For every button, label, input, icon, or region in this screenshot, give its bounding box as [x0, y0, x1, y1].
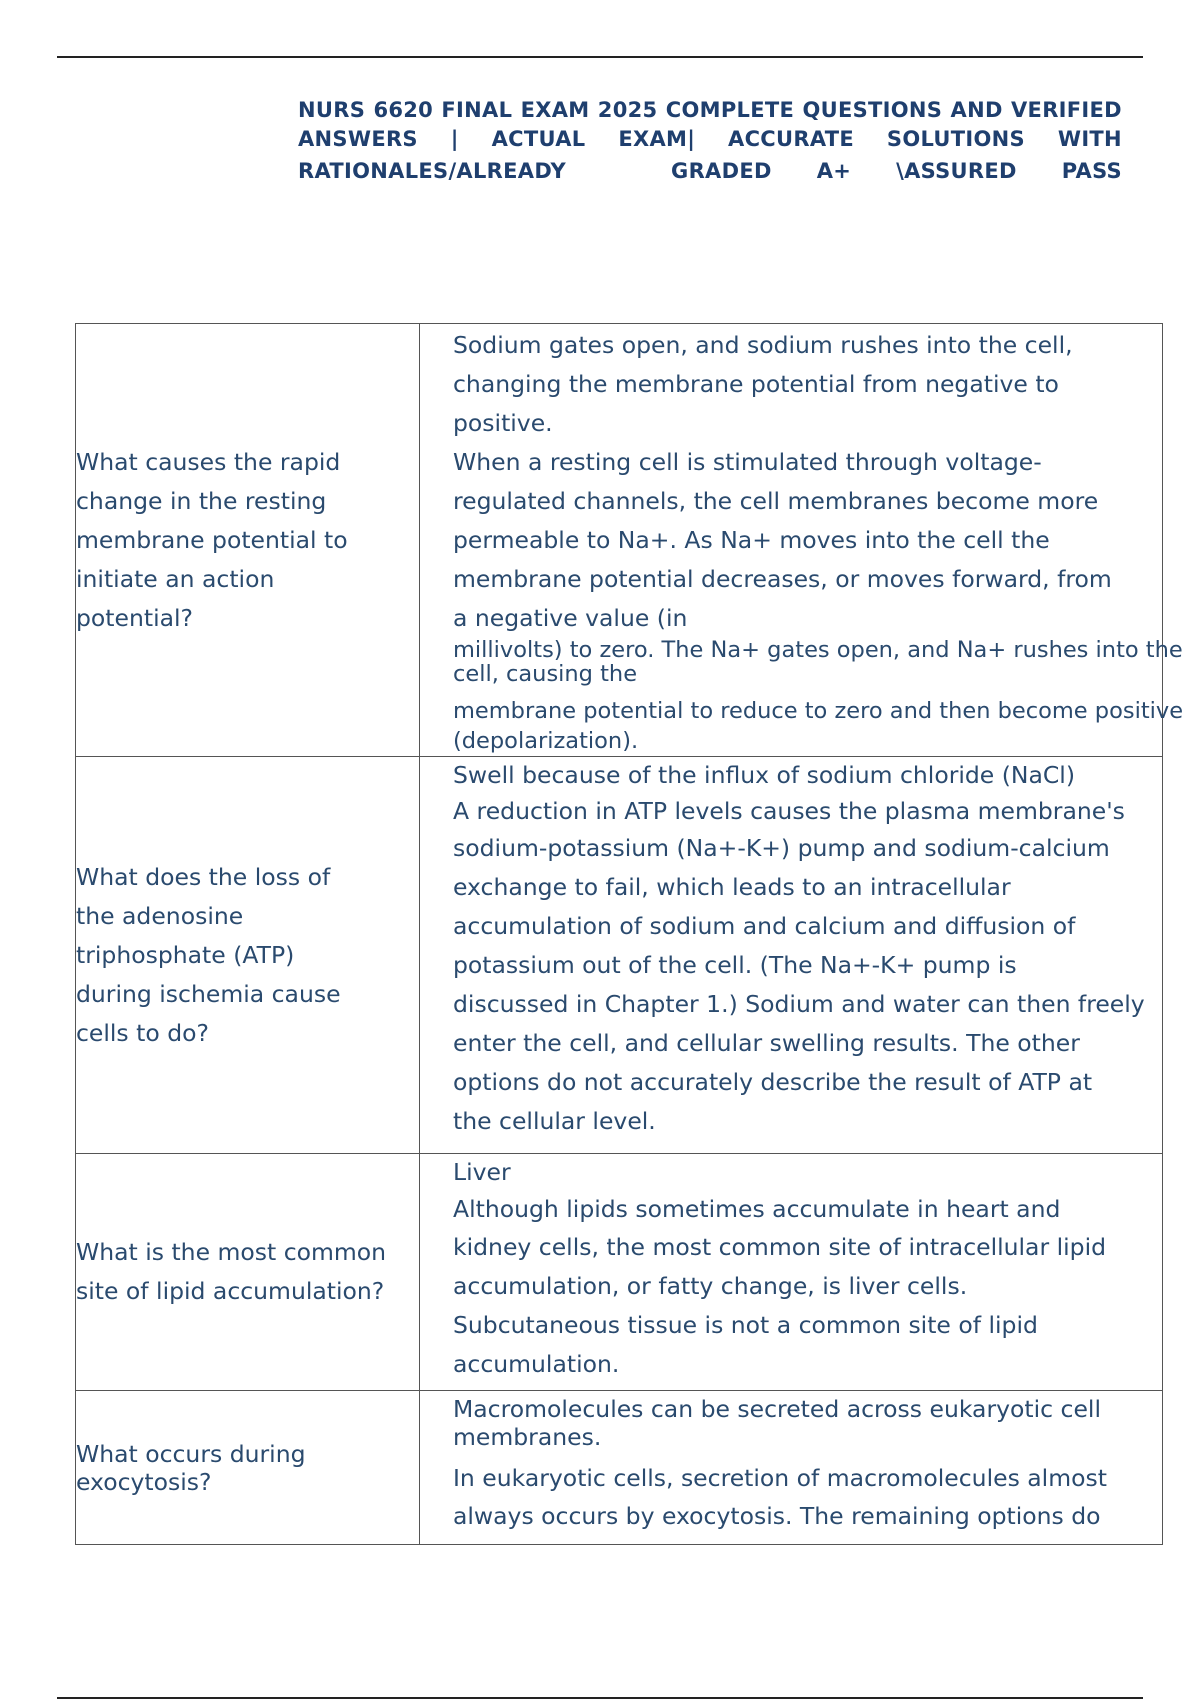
answer-line: In eukaryotic cells, secretion of macromolecules almost: [453, 1464, 1107, 1492]
title-word: FINAL: [441, 98, 513, 122]
title-word: |: [450, 127, 459, 151]
answer-line: changing the membrane potential from negative to: [453, 370, 1059, 398]
question-text: What causes the rapid change in the resting membrane potential to initiate an action potential?: [76, 447, 348, 632]
table-row: [76, 324, 1163, 757]
answer-line: When a resting cell is stimulated through voltage-: [453, 448, 1042, 476]
question-cell: [76, 324, 420, 757]
answer-line: exchange to fail, which leads to an intracellular: [453, 873, 1011, 901]
table-row: [76, 1154, 1163, 1391]
title-word: ACTUAL: [491, 127, 586, 151]
answer-line: millivolts) to zero. The Na+ gates open, and Na+ rushes into the: [453, 637, 1183, 663]
answer-line: accumulation, or fatty change, is liver cells.: [453, 1272, 968, 1300]
answer-line: (depolarization).: [453, 728, 639, 754]
answer-line: accumulation.: [453, 1350, 620, 1378]
answer-line: a negative value (in: [453, 604, 688, 632]
qa-table: [75, 323, 1184, 1545]
bottom-rule: [57, 1697, 1143, 1699]
answer-line: Liver: [453, 1158, 511, 1186]
title-word: ACCURATE: [728, 127, 855, 151]
table-row: [76, 1391, 1163, 1545]
answer-cell: [420, 1154, 1163, 1391]
answer-line: options do not accurately describe the result of ATP at: [453, 1068, 1093, 1096]
title-word: GRADED: [671, 159, 772, 183]
question-cell: [76, 757, 420, 1154]
question-cell: [76, 1154, 420, 1391]
answer-line: Macromolecules can be secreted across eukaryotic cell: [453, 1395, 1101, 1423]
answer-line: Subcutaneous tissue is not a common site of lipid: [453, 1311, 1038, 1339]
answer-line: positive.: [453, 409, 553, 437]
question-text: What is the most common site of lipid accumulation?: [76, 1238, 387, 1305]
answer-line: kidney cells, the most common site of intracellular lipid: [453, 1233, 1107, 1261]
answer-line: membrane potential decreases, or moves forward, from: [453, 565, 1112, 593]
answer-line: accumulation of sodium and calcium and diffusion of: [453, 912, 1076, 940]
document-title: [298, 96, 1122, 186]
answer-cell: [420, 1391, 1163, 1545]
title-line-2: [298, 125, 1122, 154]
answer-cell: [420, 757, 1163, 1154]
title-word: A+: [816, 159, 852, 183]
title-word: EXAM|: [618, 127, 696, 151]
question-text: What does the loss of the adenosine triphosphate (ATP) during ischemia cause cells to do?: [76, 862, 341, 1047]
answer-line: membranes.: [453, 1423, 602, 1451]
title-line-1: [298, 96, 1122, 125]
title-word: RATIONALES/ALREADY: [298, 159, 567, 183]
title-word: PASS: [1061, 159, 1122, 183]
answer-line: regulated channels, the cell membranes become more: [453, 487, 1099, 515]
title-word: NURS: [298, 98, 366, 122]
answer-line: discussed in Chapter 1.) Sodium and water can then freely: [453, 990, 1145, 1018]
title-line-3: [298, 157, 1122, 186]
title-word: 2025: [597, 98, 658, 122]
answer-line: always occurs by exocytosis. The remaining options do: [453, 1502, 1101, 1530]
answer-line: A reduction in ATP levels causes the plasma membrane's: [453, 797, 1125, 825]
title-word: ANSWERS: [298, 127, 418, 151]
title-word: COMPLETE: [665, 98, 795, 122]
title-word: WITH: [1057, 127, 1122, 151]
answer-line: cell, causing the: [453, 661, 638, 687]
question-text: What occurs during exocytosis?: [76, 1439, 306, 1496]
answer-line: sodium-potassium (Na+-K+) pump and sodium-calcium: [453, 834, 1110, 862]
answer-line: Swell because of the influx of sodium chloride (NaCl): [453, 761, 1075, 789]
table-row: [76, 757, 1163, 1154]
answer-line: permeable to Na+. As Na+ moves into the cell the: [453, 526, 1050, 554]
answer-line: potassium out of the cell. (The Na+-K+ pump is: [453, 951, 1017, 979]
top-rule: [57, 56, 1143, 58]
answer-line: membrane potential to reduce to zero and then become positive: [453, 698, 1184, 724]
answer-cell: [420, 324, 1184, 757]
title-word: \ASSURED: [896, 159, 1017, 183]
title-word: AND: [950, 98, 1003, 122]
title-word: SOLUTIONS: [886, 127, 1025, 151]
title-word: VERIFIED: [1011, 98, 1122, 122]
question-cell: [76, 1391, 420, 1545]
answer-line: Although lipids sometimes accumulate in heart and: [453, 1195, 1061, 1223]
title-word: 6620: [373, 98, 434, 122]
answer-line: the cellular level.: [453, 1107, 656, 1135]
answer-line: Sodium gates open, and sodium rushes into the cell,: [453, 331, 1073, 359]
answer-line: enter the cell, and cellular swelling results. The other: [453, 1029, 1080, 1057]
title-word: EXAM: [520, 98, 590, 122]
title-word: QUESTIONS: [802, 98, 943, 122]
